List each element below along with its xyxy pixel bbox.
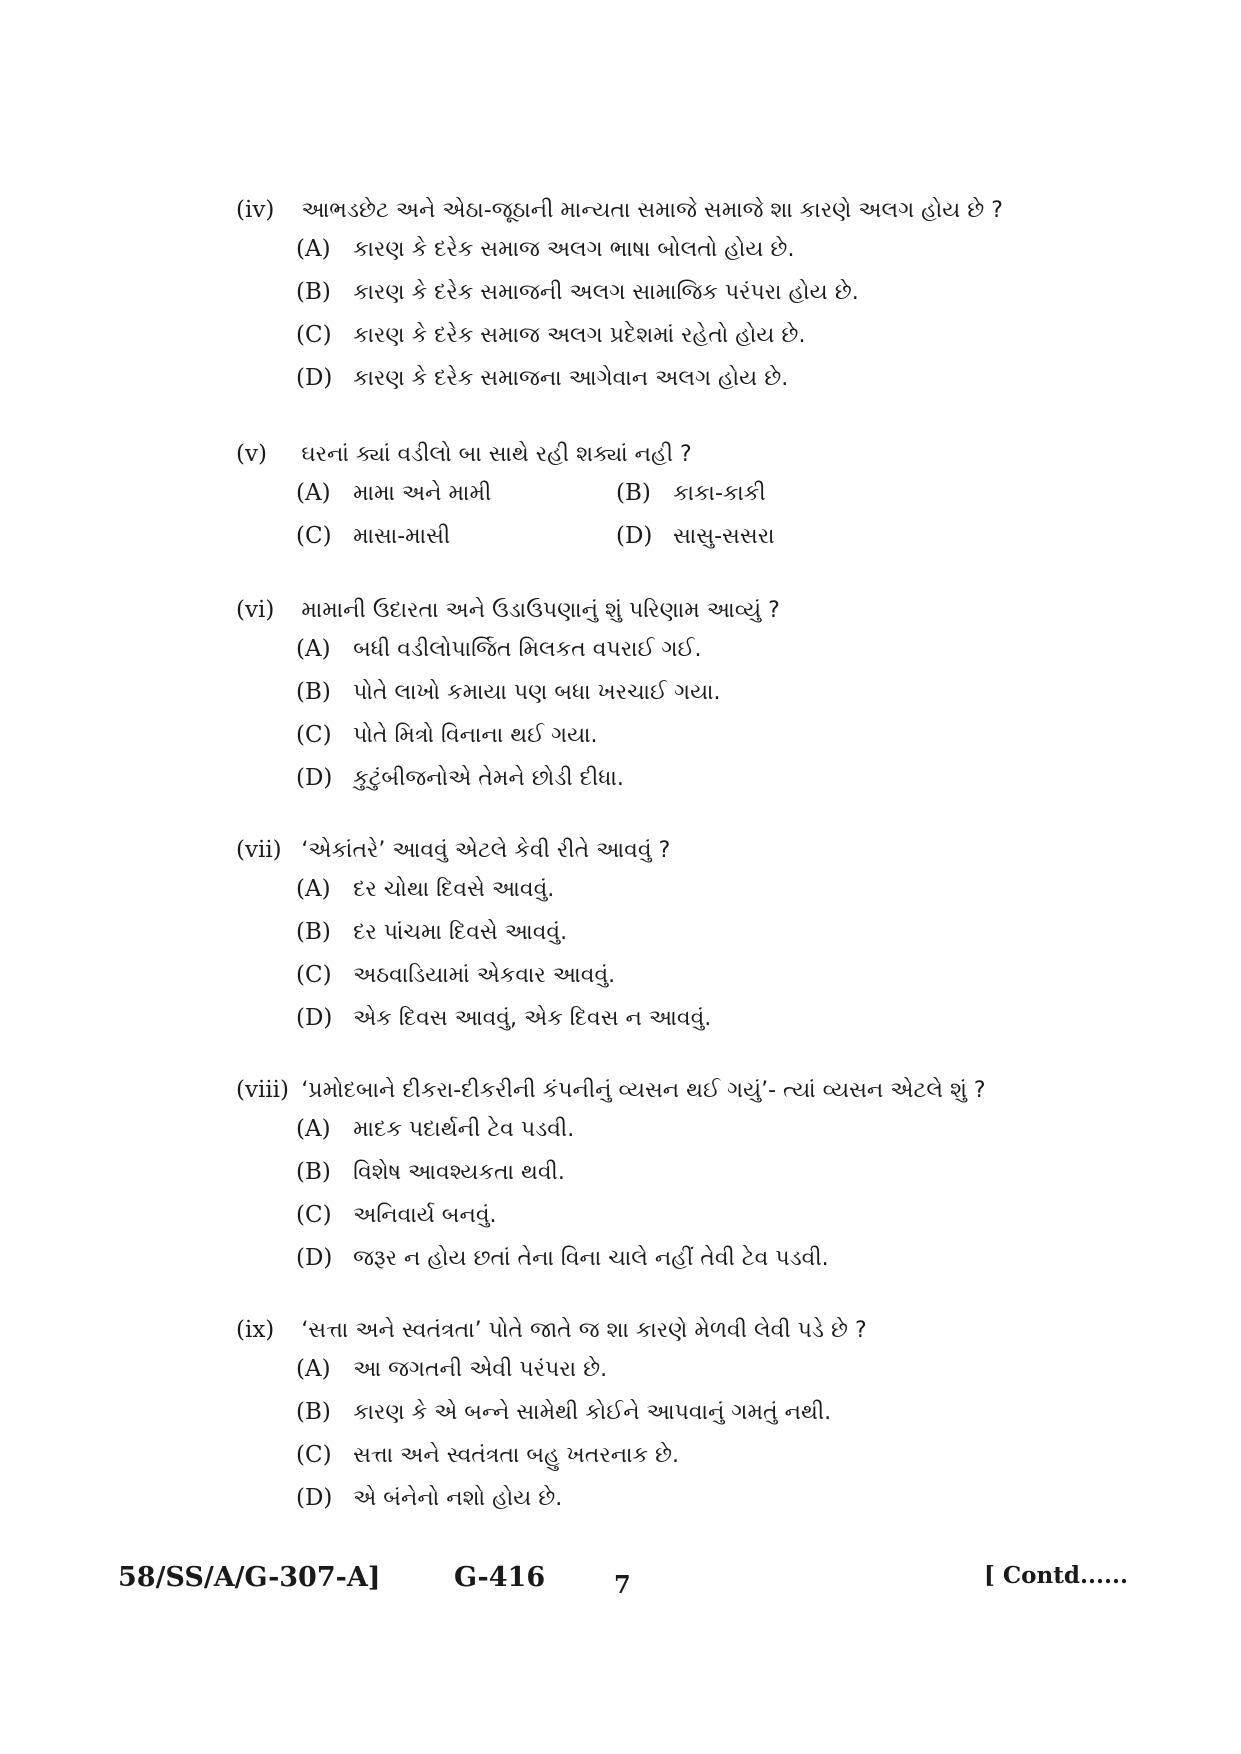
option-text: એક દિવસ આવવું, એક દિવસ ન આવવું.	[353, 1006, 712, 1031]
question-text: ઘરનાં ક્યાં વડીલો બા સાથે રહી શક્યાં નહી ?	[301, 442, 692, 467]
option-text: કાકા-કાકી	[673, 481, 766, 506]
option-letter: (C)	[296, 523, 332, 549]
question-text: આભડછેટ અને એઠા-જૂઠાની માન્યતા સમાજે સમાજે શા કારણે અલગ હોય છે ?	[301, 198, 1003, 223]
option-letter: (C)	[296, 1202, 332, 1228]
option-a	[236, 1348, 1136, 1391]
paper-code: 58/SS/A/G-307-A]	[118, 1562, 381, 1593]
option-letter: (C)	[296, 722, 332, 748]
option-letter: (B)	[296, 1159, 331, 1185]
question-number: (viii)	[236, 1077, 290, 1103]
option-d	[236, 1237, 1136, 1280]
option-letter: (A)	[296, 480, 331, 506]
option-d	[236, 757, 1136, 800]
option-letter: (D)	[296, 1245, 333, 1271]
option-text: કુટુંબીજનોએ તેમને છોડી દીધા.	[353, 766, 624, 791]
option-d	[236, 357, 1136, 400]
option-a	[236, 228, 1136, 271]
continued-note: [ Contd......	[983, 1562, 1128, 1589]
option-letter: (D)	[296, 765, 333, 791]
option-letter: (B)	[296, 1399, 331, 1425]
option-text: કારણ કે દરેક સમાજ અલગ પ્રદેશમાં રહેતો હોય છે.	[353, 323, 806, 348]
option-text: આ જગતની એવી પરંપરા છે.	[353, 1357, 608, 1382]
option-text: જરૂર ન હોય છતાં તેના વિના ચાલે નહીં તેવી ટેવ પડવી.	[353, 1246, 829, 1271]
option-text: દર ચોથા દિવસે આવવું.	[353, 877, 555, 902]
question-number: (vi)	[236, 597, 275, 623]
option-text: બધી વડીલોપાર્જિત મિલકત વપરાઈ ગઈ.	[353, 637, 702, 662]
option-grid	[236, 472, 1136, 558]
option-text: સત્તા અને સ્વતંત્રતા બહુ ખતરનાક છે.	[353, 1443, 680, 1468]
option-text: કારણ કે દરેક સમાજના આગેવાન અલગ હોય છે.	[353, 366, 789, 391]
option-text: માસા-માસી	[353, 524, 451, 549]
option-a	[236, 868, 1136, 911]
option-d	[616, 515, 936, 558]
option-letter: (B)	[296, 279, 331, 305]
option-letter: (C)	[296, 962, 332, 988]
option-letter: (A)	[296, 236, 331, 262]
option-a	[236, 628, 1136, 671]
option-c	[236, 314, 1136, 357]
question-number: (vii)	[236, 837, 282, 863]
option-d	[236, 1477, 1136, 1520]
question-stem	[236, 192, 1136, 228]
page-footer	[118, 1562, 1128, 1602]
option-text: પોતે મિત્રો વિનાના થઈ ગયા.	[353, 723, 598, 748]
option-c	[236, 954, 1136, 997]
question-text: મામાની ઉદારતા અને ઉડાઉપણાનું શું પરિણામ આવ્યું ?	[301, 598, 780, 623]
option-letter: (C)	[296, 322, 332, 348]
option-text: અઠવાડિયામાં એકવાર આવવું.	[353, 963, 616, 988]
option-b	[236, 271, 1136, 314]
option-letter: (D)	[296, 1485, 333, 1511]
option-b	[236, 671, 1136, 714]
question-text: ‘પ્રમોદબાને દીકરા-દીકરીની કંપનીનું વ્યસન થઈ ગયું’- ત્યાં વ્યસન એટલે શું ?	[301, 1078, 986, 1103]
option-letter: (B)	[296, 919, 331, 945]
option-text: કારણ કે એ બન્ને સામેથી કોઈને આપવાનું ગમતું નથી.	[353, 1400, 832, 1425]
option-letter: (A)	[296, 636, 331, 662]
option-letter: (D)	[296, 365, 333, 391]
question-stem	[236, 436, 1136, 472]
option-c	[236, 714, 1136, 757]
question-vii	[236, 832, 1136, 1040]
option-text: એ બંનેનો નશો હોય છે.	[353, 1486, 563, 1511]
option-text: કારણ કે દરેક સમાજની અલગ સામાજિક પરંપરા હોય છે.	[353, 280, 859, 305]
option-letter: (A)	[296, 1356, 331, 1382]
question-stem	[236, 832, 1136, 868]
question-stem	[236, 1312, 1136, 1348]
question-v	[236, 436, 1136, 558]
option-c	[296, 515, 616, 558]
question-number: (v)	[236, 441, 267, 467]
question-stem	[236, 592, 1136, 628]
option-a	[236, 1108, 1136, 1151]
question-number: (ix)	[236, 1317, 275, 1343]
option-b	[616, 472, 936, 515]
option-text: વિશેષ આવશ્યકતા થવી.	[353, 1160, 565, 1185]
question-text: ‘એકાંતરે’ આવવું એટલે કેવી રીતે આવવું ?	[301, 838, 671, 863]
question-viii	[236, 1072, 1136, 1280]
option-letter: (C)	[296, 1442, 332, 1468]
option-a	[296, 472, 616, 515]
option-text: કારણ કે દરેક સમાજ અલગ ભાષા બોલતો હોય છે.	[353, 237, 795, 262]
option-text: અનિવાર્ય બનવું.	[353, 1203, 497, 1228]
option-text: મામા અને મામી	[353, 481, 492, 506]
option-letter: (A)	[296, 876, 331, 902]
option-letter: (A)	[296, 1116, 331, 1142]
option-text: પોતે લાખો કમાયા પણ બધા ખરચાઈ ગયા.	[353, 680, 721, 705]
option-letter: (B)	[296, 679, 331, 705]
option-d	[236, 997, 1136, 1040]
option-letter: (B)	[616, 480, 651, 506]
option-text: સાસુ-સસરા	[673, 524, 775, 549]
page-number: 7	[614, 1570, 631, 1599]
question-ix	[236, 1312, 1136, 1520]
option-c	[236, 1194, 1136, 1237]
question-vi	[236, 592, 1136, 800]
series-code: G-416	[454, 1562, 546, 1593]
option-text: માદક પદાર્થની ટેવ પડવી.	[353, 1117, 575, 1142]
option-letter: (D)	[296, 1005, 333, 1031]
option-letter: (D)	[616, 523, 653, 549]
option-b	[236, 1151, 1136, 1194]
option-b	[236, 911, 1136, 954]
question-text: ‘સત્તા અને સ્વતંત્રતા’ પોતે જાતે જ શા કારણે મેળવી લેવી પડે છે ?	[301, 1318, 867, 1343]
question-number: (iv)	[236, 197, 275, 223]
question-stem	[236, 1072, 1136, 1108]
option-c	[236, 1434, 1136, 1477]
option-b	[236, 1391, 1136, 1434]
option-text: દર પાંચમા દિવસે આવવું.	[353, 920, 568, 945]
question-iv	[236, 192, 1136, 400]
